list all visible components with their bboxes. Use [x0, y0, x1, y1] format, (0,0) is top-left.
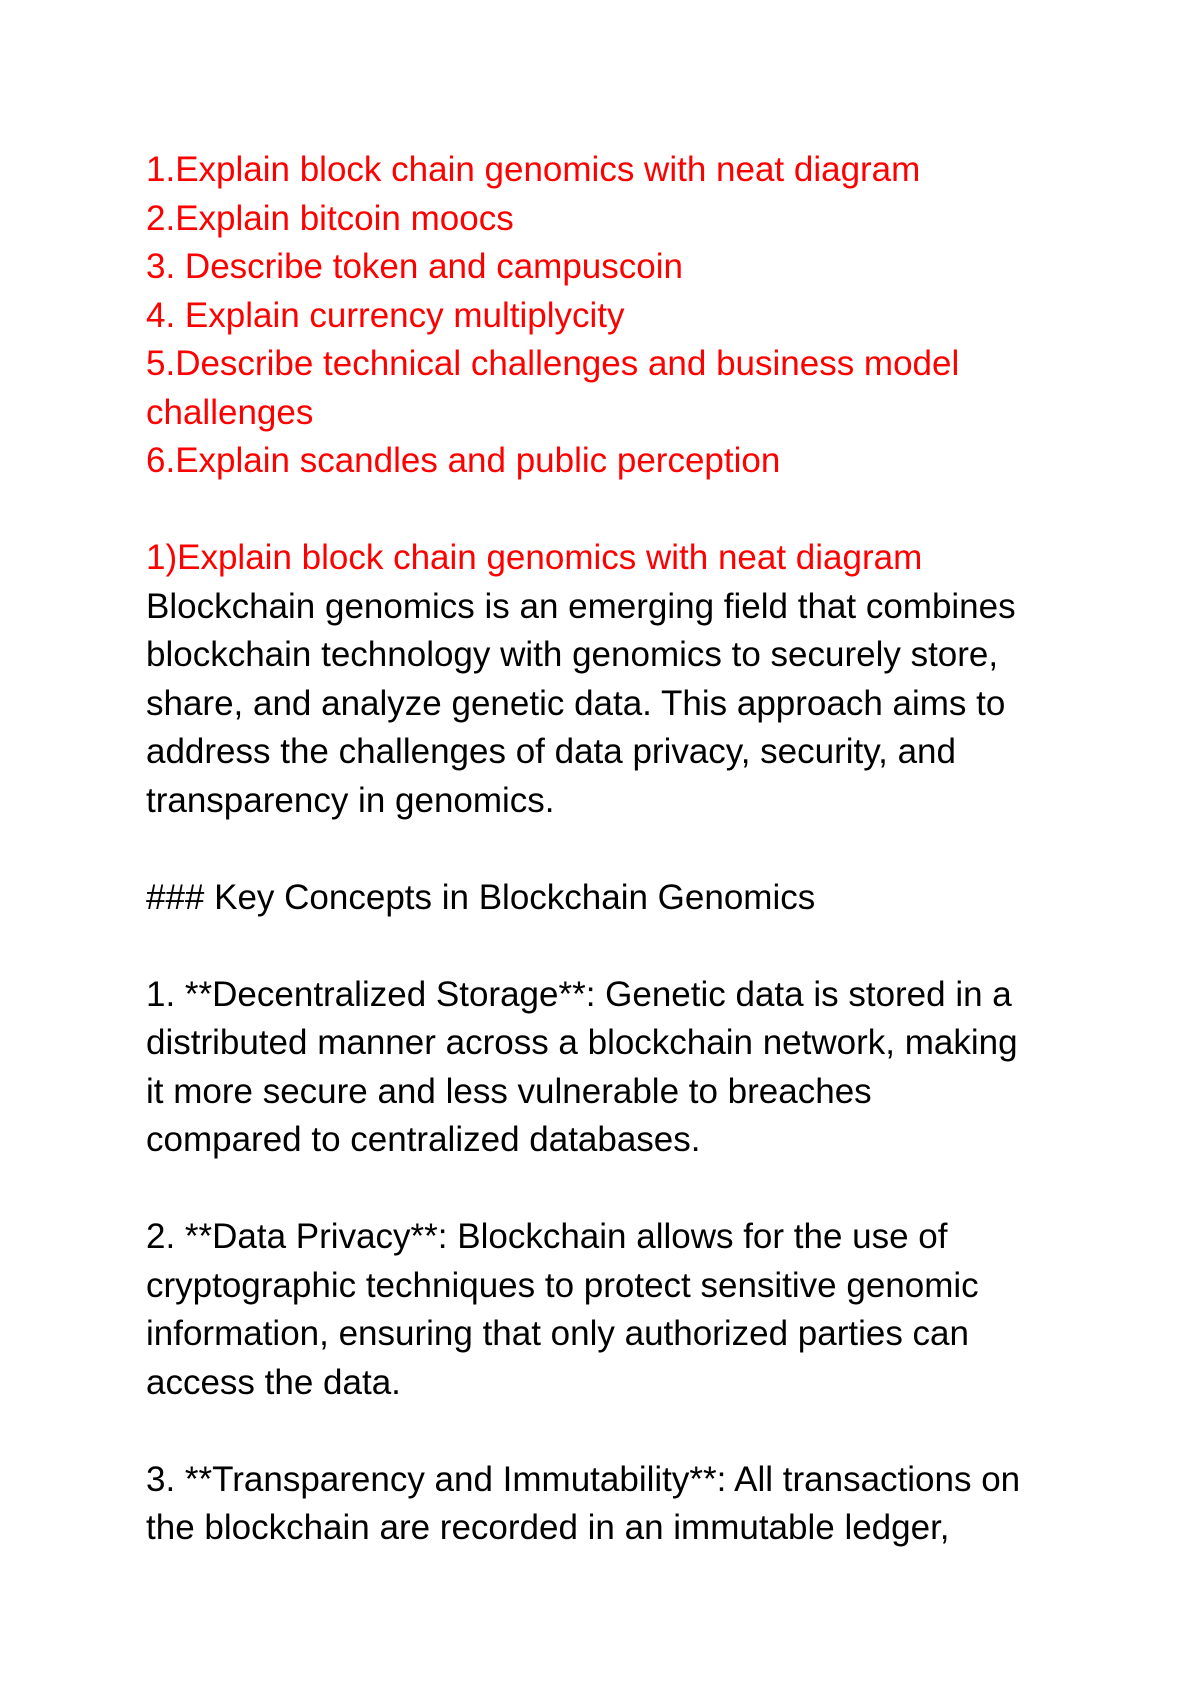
question-item: 6.Explain scandles and public perception	[146, 441, 781, 480]
answer-heading: 1)Explain block chain genomics with neat diagram	[146, 538, 923, 577]
spacer	[146, 922, 1106, 971]
concept-item-decentralized-storage	[146, 971, 1106, 1165]
paragraph-line: transparency in genomics.	[146, 780, 555, 820]
question-item: 5.Describe technical challenges and business model	[146, 344, 960, 383]
paragraph-line: 1. **Decentralized Storage**: Genetic data is stored in a	[146, 974, 1012, 1014]
paragraph-line: it more secure and less vulnerable to breaches	[146, 1071, 872, 1111]
paragraph-line: cryptographic techniques to protect sensitive genomic	[146, 1265, 979, 1305]
question-item: 2.Explain bitcoin moocs	[146, 198, 514, 238]
section-heading: ### Key Concepts in Blockchain Genomics	[146, 877, 816, 917]
paragraph-line: 2. **Data Privacy**: Blockchain allows for the use of	[146, 1217, 948, 1256]
paragraph-line: share, and analyze genetic data. This approach aims to	[146, 683, 1006, 723]
question-item-continuation: challenges	[146, 392, 314, 432]
concept-item-data-privacy	[146, 1213, 1106, 1407]
paragraph-line: distributed manner across a blockchain network, making	[146, 1023, 1018, 1062]
spacer	[146, 1407, 1106, 1456]
paragraph-line: the blockchain are recorded in an immutable ledger,	[146, 1508, 950, 1547]
question-item: 3. Describe token and campuscoin	[146, 247, 683, 286]
paragraph-line: compared to centralized databases.	[146, 1120, 701, 1159]
spacer	[146, 1165, 1106, 1214]
spacer	[146, 486, 1106, 535]
question-item: 4. Explain currency multiplycity	[146, 295, 625, 335]
document-page	[146, 146, 1106, 1553]
paragraph-line: access the data.	[146, 1362, 401, 1402]
question-list	[146, 146, 1106, 486]
intro-paragraph	[146, 583, 1106, 826]
spacer	[146, 825, 1106, 874]
paragraph-line: Blockchain genomics is an emerging field that combines	[146, 586, 1016, 626]
paragraph-line: 3. **Transparency and Immutability**: All transactions on	[146, 1459, 1021, 1499]
paragraph-line: address the challenges of data privacy, security, and	[146, 732, 956, 771]
question-item: 1.Explain block chain genomics with neat diagram	[146, 150, 921, 189]
paragraph-line: blockchain technology with genomics to securely store,	[146, 635, 999, 674]
concept-item-transparency	[146, 1456, 1106, 1553]
paragraph-line: information, ensuring that only authorized parties can	[146, 1314, 969, 1353]
